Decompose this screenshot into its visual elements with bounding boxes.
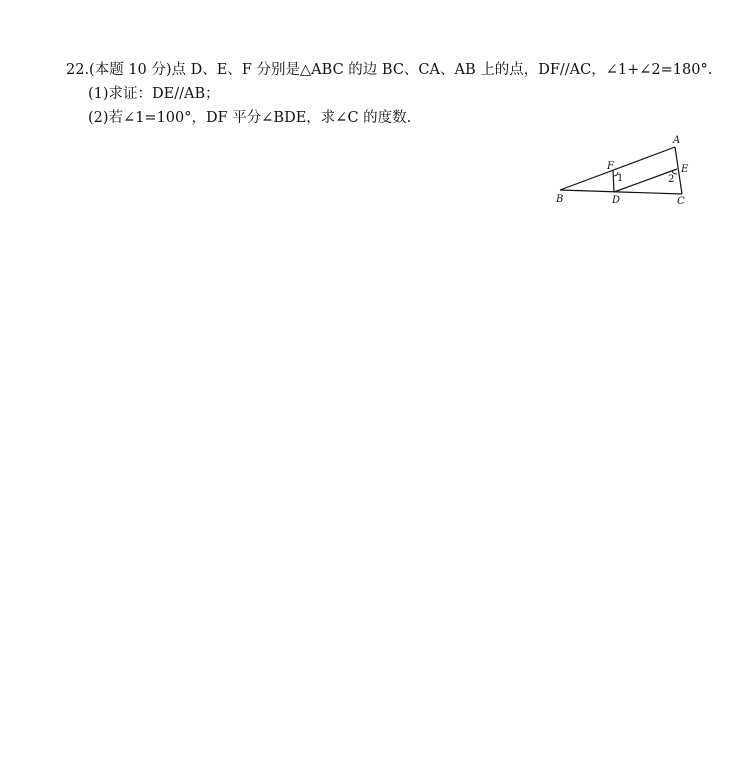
segment-DF: [613, 170, 614, 192]
triangle-diagram: [550, 132, 700, 212]
label-E: E: [681, 164, 689, 175]
label-F: F: [607, 161, 614, 172]
problem-statement: 22.(本题 10 分)点 D、E、F 分别是△ABC 的边 BC、CA、AB 上的点，DF//AC，∠1+∠2=180°.: [66, 62, 713, 78]
label-angle-1: 1: [617, 173, 624, 184]
label-A: A: [673, 135, 681, 146]
geometry-figure: [550, 132, 700, 212]
label-C: C: [677, 196, 685, 207]
label-D: D: [612, 195, 621, 206]
label-B: B: [556, 194, 564, 205]
problem-part-2: (2)若∠1=100°，DF 平分∠BDE，求∠C 的度数.: [88, 110, 412, 126]
problem-block: [66, 58, 713, 130]
segment-BC: [560, 190, 682, 194]
label-angle-2: 2: [668, 174, 675, 185]
problem-part-1: (1)求证：DE//AB；: [88, 86, 220, 102]
